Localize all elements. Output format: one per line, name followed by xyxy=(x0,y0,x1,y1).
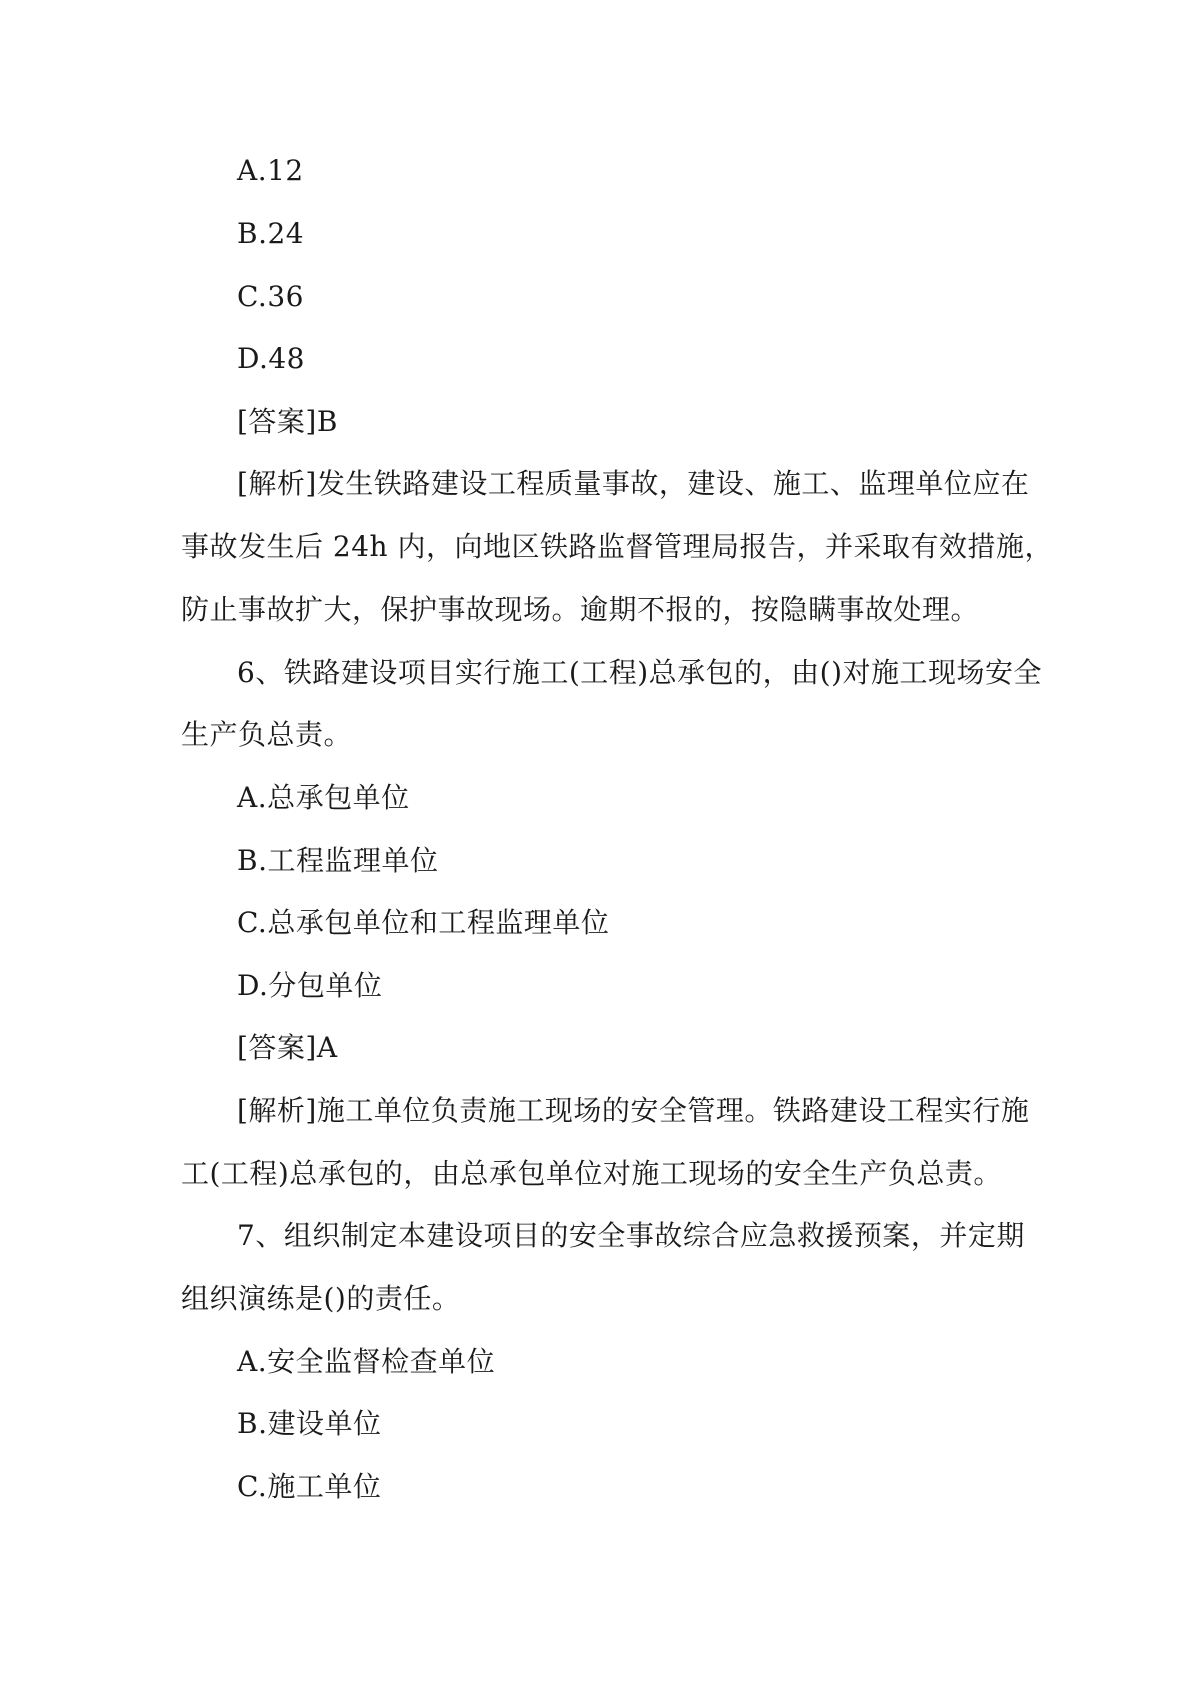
q7-question-line-2: 组织演练是()的责任。 xyxy=(181,1282,461,1315)
q6-analysis-line-2: 工(工程)总承包的，由总承包单位对施工现场的安全生产负总责。 xyxy=(181,1157,1002,1190)
q7-option-b: B.建设单位 xyxy=(237,1407,382,1440)
q6-question-line-1: 6、铁路建设项目实行施工(工程)总承包的，由()对施工现场安全 xyxy=(237,656,1043,689)
q5-analysis-line-3: 防止事故扩大，保护事故现场。逾期不报的，按隐瞒事故处理。 xyxy=(181,593,980,626)
q6-option-b: B.工程监理单位 xyxy=(237,844,439,877)
q5-analysis-line-1: [解析]发生铁路建设工程质量事故，建设、施工、监理单位应在 xyxy=(237,467,1030,500)
q7-option-c: C.施工单位 xyxy=(237,1470,382,1503)
q5-option-d: D.48 xyxy=(237,342,305,375)
q6-option-d: D.分包单位 xyxy=(237,969,383,1002)
q5-option-c: C.36 xyxy=(237,280,304,313)
q6-analysis-line-1: [解析]施工单位负责施工现场的安全管理。铁路建设工程实行施 xyxy=(237,1094,1030,1127)
q6-option-a: A.总承包单位 xyxy=(237,781,410,814)
q5-option-b: B.24 xyxy=(237,217,305,250)
q6-question-line-2: 生产负总责。 xyxy=(181,718,353,751)
q5-answer: [答案]B xyxy=(237,405,338,438)
q6-option-c: C.总承包单位和工程监理单位 xyxy=(237,906,610,939)
q6-answer: [答案]A xyxy=(237,1031,338,1064)
q5-analysis-line-2: 事故发生后 24h 内，向地区铁路监督管理局报告，并采取有效措施， xyxy=(181,530,1053,563)
q5-option-a: A.12 xyxy=(237,154,304,187)
q7-option-a: A.安全监督检查单位 xyxy=(237,1345,496,1378)
q7-question-line-1: 7、组织制定本建设项目的安全事故综合应急救援预案，并定期 xyxy=(237,1219,1025,1252)
